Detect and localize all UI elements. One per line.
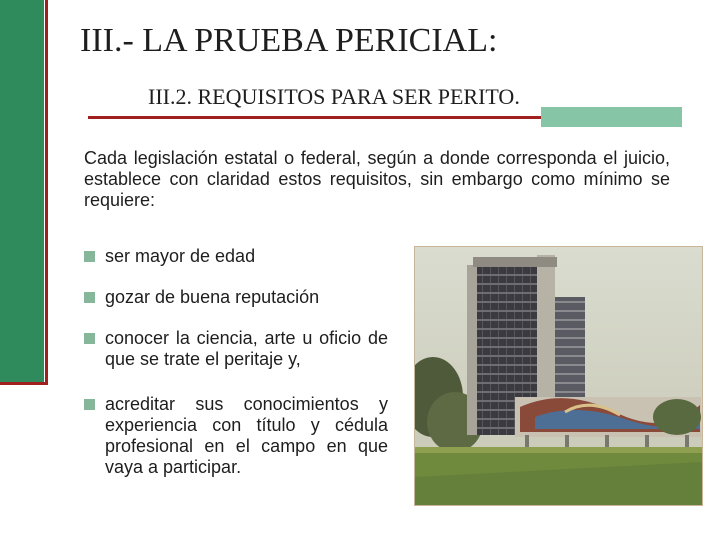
square-bullet-icon (84, 292, 95, 303)
square-bullet-icon (84, 251, 95, 262)
list-item (84, 394, 388, 478)
list-item (84, 328, 388, 370)
list-item-text: acreditar sus conocimientos y experiencia con título y cédula profesional en el campo en que vaya a participar. (105, 394, 388, 477)
left-red-underline (0, 382, 48, 385)
list-item-text: ser mayor de edad (105, 246, 256, 266)
intro-paragraph: Cada legislación estatal o federal, según a donde corresponda el juicio, establece con claridad estos requisitos, sin embargo como mínimo se requiere: (84, 148, 670, 210)
list-item-text: gozar de buena reputación (105, 287, 320, 307)
list-item (84, 246, 388, 267)
square-bullet-icon (84, 399, 95, 410)
left-red-line (45, 0, 48, 384)
left-green-bar (0, 0, 44, 384)
divider-accent-block (541, 107, 682, 127)
square-bullet-icon (84, 333, 95, 344)
slide-subtitle: III.2. REQUISITOS PARA SER PERITO. (148, 84, 520, 109)
slide-title: III.- LA PRUEBA PERICIAL: (80, 22, 498, 59)
requirements-list (84, 246, 388, 498)
list-item-text: conocer la ciencia, arte u oficio de que se trate el peritaje y, (105, 328, 388, 369)
building-photo (414, 246, 703, 506)
list-item (84, 287, 388, 308)
